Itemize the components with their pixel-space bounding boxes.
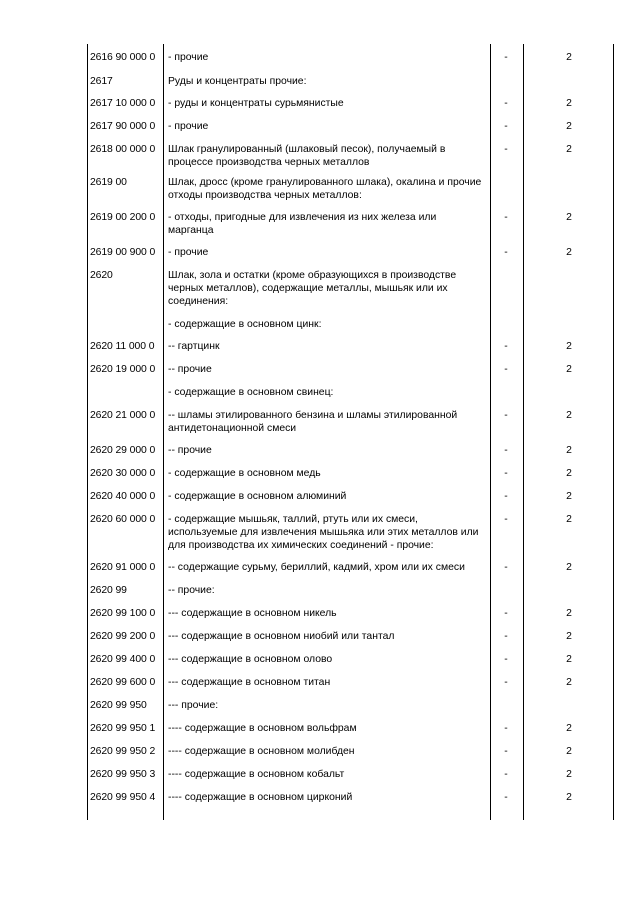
table-row bbox=[0, 437, 640, 460]
table-row bbox=[0, 113, 640, 136]
row-code: 2620 29 000 0 bbox=[90, 445, 156, 456]
row-description-text: ---- содержащие в основном вольфрам bbox=[168, 723, 357, 734]
row-description bbox=[168, 75, 484, 88]
row-unit: - bbox=[504, 562, 508, 573]
table-row bbox=[0, 761, 640, 784]
row-description bbox=[168, 120, 484, 133]
row-unit: - bbox=[504, 445, 508, 456]
row-unit: - bbox=[504, 144, 508, 155]
row-unit: - bbox=[504, 364, 508, 375]
row-description-text: ---- содержащие в основном молибден bbox=[168, 746, 355, 757]
row-rate: 2 bbox=[566, 468, 572, 479]
row-code: 2618 00 000 0 bbox=[90, 144, 156, 155]
row-description bbox=[168, 561, 484, 574]
row-description bbox=[168, 51, 484, 64]
row-rate: 2 bbox=[566, 677, 572, 688]
row-description-text: - содержащие в основном медь bbox=[168, 468, 321, 479]
row-unit: - bbox=[504, 769, 508, 780]
row-description bbox=[168, 791, 484, 804]
table-row bbox=[0, 333, 640, 356]
row-description bbox=[168, 211, 484, 237]
table-row bbox=[0, 554, 640, 577]
row-code: 2620 99 950 bbox=[90, 700, 147, 711]
row-description bbox=[168, 584, 484, 597]
table-row bbox=[0, 356, 640, 379]
row-description-text: - прочие bbox=[168, 52, 209, 63]
table-row bbox=[0, 784, 640, 809]
row-rate: 2 bbox=[566, 121, 572, 132]
row-description-text: -- прочие bbox=[168, 445, 212, 456]
table-body bbox=[0, 44, 640, 809]
row-description bbox=[168, 97, 484, 110]
row-rate: 2 bbox=[566, 364, 572, 375]
row-rate: 2 bbox=[566, 608, 572, 619]
row-unit: - bbox=[504, 514, 508, 525]
row-description-text: --- содержащие в основном титан bbox=[168, 677, 331, 688]
table-row bbox=[0, 204, 640, 239]
row-description bbox=[168, 490, 484, 503]
row-description bbox=[168, 340, 484, 353]
row-description bbox=[168, 630, 484, 643]
row-rate: 2 bbox=[566, 410, 572, 421]
row-code: 2620 21 000 0 bbox=[90, 410, 156, 421]
row-description-text: -- шламы этилированного бензина и шламы этилированной антидетонационной смеси bbox=[168, 410, 458, 434]
row-code: 2620 99 950 1 bbox=[90, 723, 156, 734]
row-code: 2620 99 bbox=[90, 585, 127, 596]
row-rate: 2 bbox=[566, 144, 572, 155]
row-description-text: - содержащие в основном свинец: bbox=[168, 387, 334, 398]
row-description bbox=[168, 699, 484, 712]
table-row bbox=[0, 623, 640, 646]
row-description-text: Шлак, зола и остатки (кроме образующихся в производстве черных металлов), содержащие металлы, мышьяк или их соединения: bbox=[168, 270, 457, 307]
row-rate: 2 bbox=[566, 491, 572, 502]
row-unit: - bbox=[504, 410, 508, 421]
row-description-text: - отходы, пригодные для извлечения из них железа или марганца bbox=[168, 212, 437, 236]
row-description bbox=[168, 513, 484, 552]
row-description bbox=[168, 246, 484, 259]
row-unit: - bbox=[504, 98, 508, 109]
row-unit: - bbox=[504, 608, 508, 619]
row-rate: 2 bbox=[566, 341, 572, 352]
row-code: 2620 99 600 0 bbox=[90, 677, 156, 688]
row-code: 2619 00 200 0 bbox=[90, 212, 156, 223]
row-description-text: --- содержащие в основном олово bbox=[168, 654, 333, 665]
table-row bbox=[0, 483, 640, 506]
row-description bbox=[168, 768, 484, 781]
row-description-text: -- гартцинк bbox=[168, 341, 220, 352]
row-unit: - bbox=[504, 491, 508, 502]
row-code: 2617 10 000 0 bbox=[90, 98, 156, 109]
table-row bbox=[0, 600, 640, 623]
table-row bbox=[0, 68, 640, 90]
row-description bbox=[168, 386, 484, 399]
row-description-text: - содержащие в основном алюминий bbox=[168, 491, 347, 502]
row-unit: - bbox=[504, 677, 508, 688]
row-description bbox=[168, 745, 484, 758]
table-row bbox=[0, 379, 640, 402]
row-description-text: -- прочие bbox=[168, 364, 212, 375]
row-description bbox=[168, 653, 484, 666]
row-description-text: ---- содержащие в основном цирконий bbox=[168, 792, 353, 803]
row-code: 2620 99 950 2 bbox=[90, 746, 156, 757]
row-rate: 2 bbox=[566, 445, 572, 456]
row-description bbox=[168, 676, 484, 689]
row-description-text: Шлак, дросс (кроме гранулированного шлака), окалина и прочие отходы производства черных металлов: bbox=[168, 177, 482, 201]
row-unit: - bbox=[504, 52, 508, 63]
row-rate: 2 bbox=[566, 654, 572, 665]
row-rate: 2 bbox=[566, 746, 572, 757]
row-code: 2620 60 000 0 bbox=[90, 514, 156, 525]
table-row bbox=[0, 262, 640, 333]
row-description-text: ---- содержащие в основном кобальт bbox=[168, 769, 345, 780]
table-row bbox=[0, 239, 640, 262]
row-unit: - bbox=[504, 121, 508, 132]
row-code: 2620 11 000 0 bbox=[90, 341, 155, 352]
row-code: 2620 99 950 3 bbox=[90, 769, 156, 780]
table-row bbox=[0, 738, 640, 761]
table-row bbox=[0, 169, 640, 204]
row-code: 2620 99 400 0 bbox=[90, 654, 156, 665]
row-unit: - bbox=[504, 212, 508, 223]
row-code: 2620 99 200 0 bbox=[90, 631, 156, 642]
row-description bbox=[168, 607, 484, 620]
row-description bbox=[168, 467, 484, 480]
row-description-text: Руды и концентраты прочие: bbox=[168, 76, 307, 87]
table-row bbox=[0, 669, 640, 692]
row-description-text: -- прочие: bbox=[168, 585, 215, 596]
row-unit: - bbox=[504, 247, 508, 258]
row-unit: - bbox=[504, 723, 508, 734]
row-description bbox=[168, 269, 484, 331]
row-description-text: --- прочие: bbox=[168, 700, 219, 711]
row-description-text: Шлак гранулированный (шлаковый песок), получаемый в процессе производства черных металлов bbox=[168, 144, 446, 168]
row-rate: 2 bbox=[566, 723, 572, 734]
row-rate: 2 bbox=[566, 52, 572, 63]
row-rate: 2 bbox=[566, 631, 572, 642]
row-code: 2620 19 000 0 bbox=[90, 364, 156, 375]
row-description bbox=[168, 176, 484, 202]
row-unit: - bbox=[504, 746, 508, 757]
row-description-text: - прочие bbox=[168, 247, 209, 258]
row-code: 2620 99 100 0 bbox=[90, 608, 156, 619]
row-code: 2616 90 000 0 bbox=[90, 52, 156, 63]
table-row bbox=[0, 506, 640, 554]
row-unit: - bbox=[504, 631, 508, 642]
row-description-subheading: - содержащие в основном цинк: bbox=[168, 319, 322, 330]
row-description-text: - прочие bbox=[168, 121, 209, 132]
row-code: 2620 99 950 4 bbox=[90, 792, 156, 803]
row-rate: 2 bbox=[566, 562, 572, 573]
row-code: 2620 30 000 0 bbox=[90, 468, 156, 479]
table-row bbox=[0, 136, 640, 169]
row-description-text: - содержащие мышьяк, таллий, ртуть или их смеси, используемые для извлечения мышьяка или этих металлов или для производства их химических соединений - прочие: bbox=[168, 514, 479, 551]
row-unit: - bbox=[504, 792, 508, 803]
table-row bbox=[0, 646, 640, 669]
table-row bbox=[0, 90, 640, 113]
row-rate: 2 bbox=[566, 514, 572, 525]
row-rate: 2 bbox=[566, 212, 572, 223]
row-code: 2620 bbox=[90, 270, 113, 281]
table-row bbox=[0, 460, 640, 483]
row-unit: - bbox=[504, 654, 508, 665]
table-row bbox=[0, 44, 640, 68]
row-code: 2619 00 900 0 bbox=[90, 247, 156, 258]
table-row bbox=[0, 692, 640, 715]
row-code: 2619 00 bbox=[90, 177, 127, 188]
row-unit: - bbox=[504, 341, 508, 352]
row-description bbox=[168, 143, 484, 169]
row-code: 2620 40 000 0 bbox=[90, 491, 156, 502]
table-row bbox=[0, 402, 640, 437]
row-description-text: --- содержащие в основном никель bbox=[168, 608, 337, 619]
row-description bbox=[168, 409, 484, 435]
row-rate: 2 bbox=[566, 769, 572, 780]
row-rate: 2 bbox=[566, 98, 572, 109]
row-rate: 2 bbox=[566, 792, 572, 803]
table-row bbox=[0, 715, 640, 738]
row-code: 2617 90 000 0 bbox=[90, 121, 156, 132]
row-description-text: --- содержащие в основном ниобий или тантал bbox=[168, 631, 395, 642]
row-description-text: -- содержащие сурьму, бериллий, кадмий, хром или их смеси bbox=[168, 562, 465, 573]
row-description-text: - руды и концентраты сурьмянистые bbox=[168, 98, 344, 109]
row-rate: 2 bbox=[566, 247, 572, 258]
row-code: 2620 91 000 0 bbox=[90, 562, 156, 573]
row-unit: - bbox=[504, 468, 508, 479]
table-row bbox=[0, 577, 640, 600]
row-description bbox=[168, 722, 484, 735]
row-description bbox=[168, 444, 484, 457]
row-code: 2617 bbox=[90, 76, 113, 87]
row-description bbox=[168, 363, 484, 376]
